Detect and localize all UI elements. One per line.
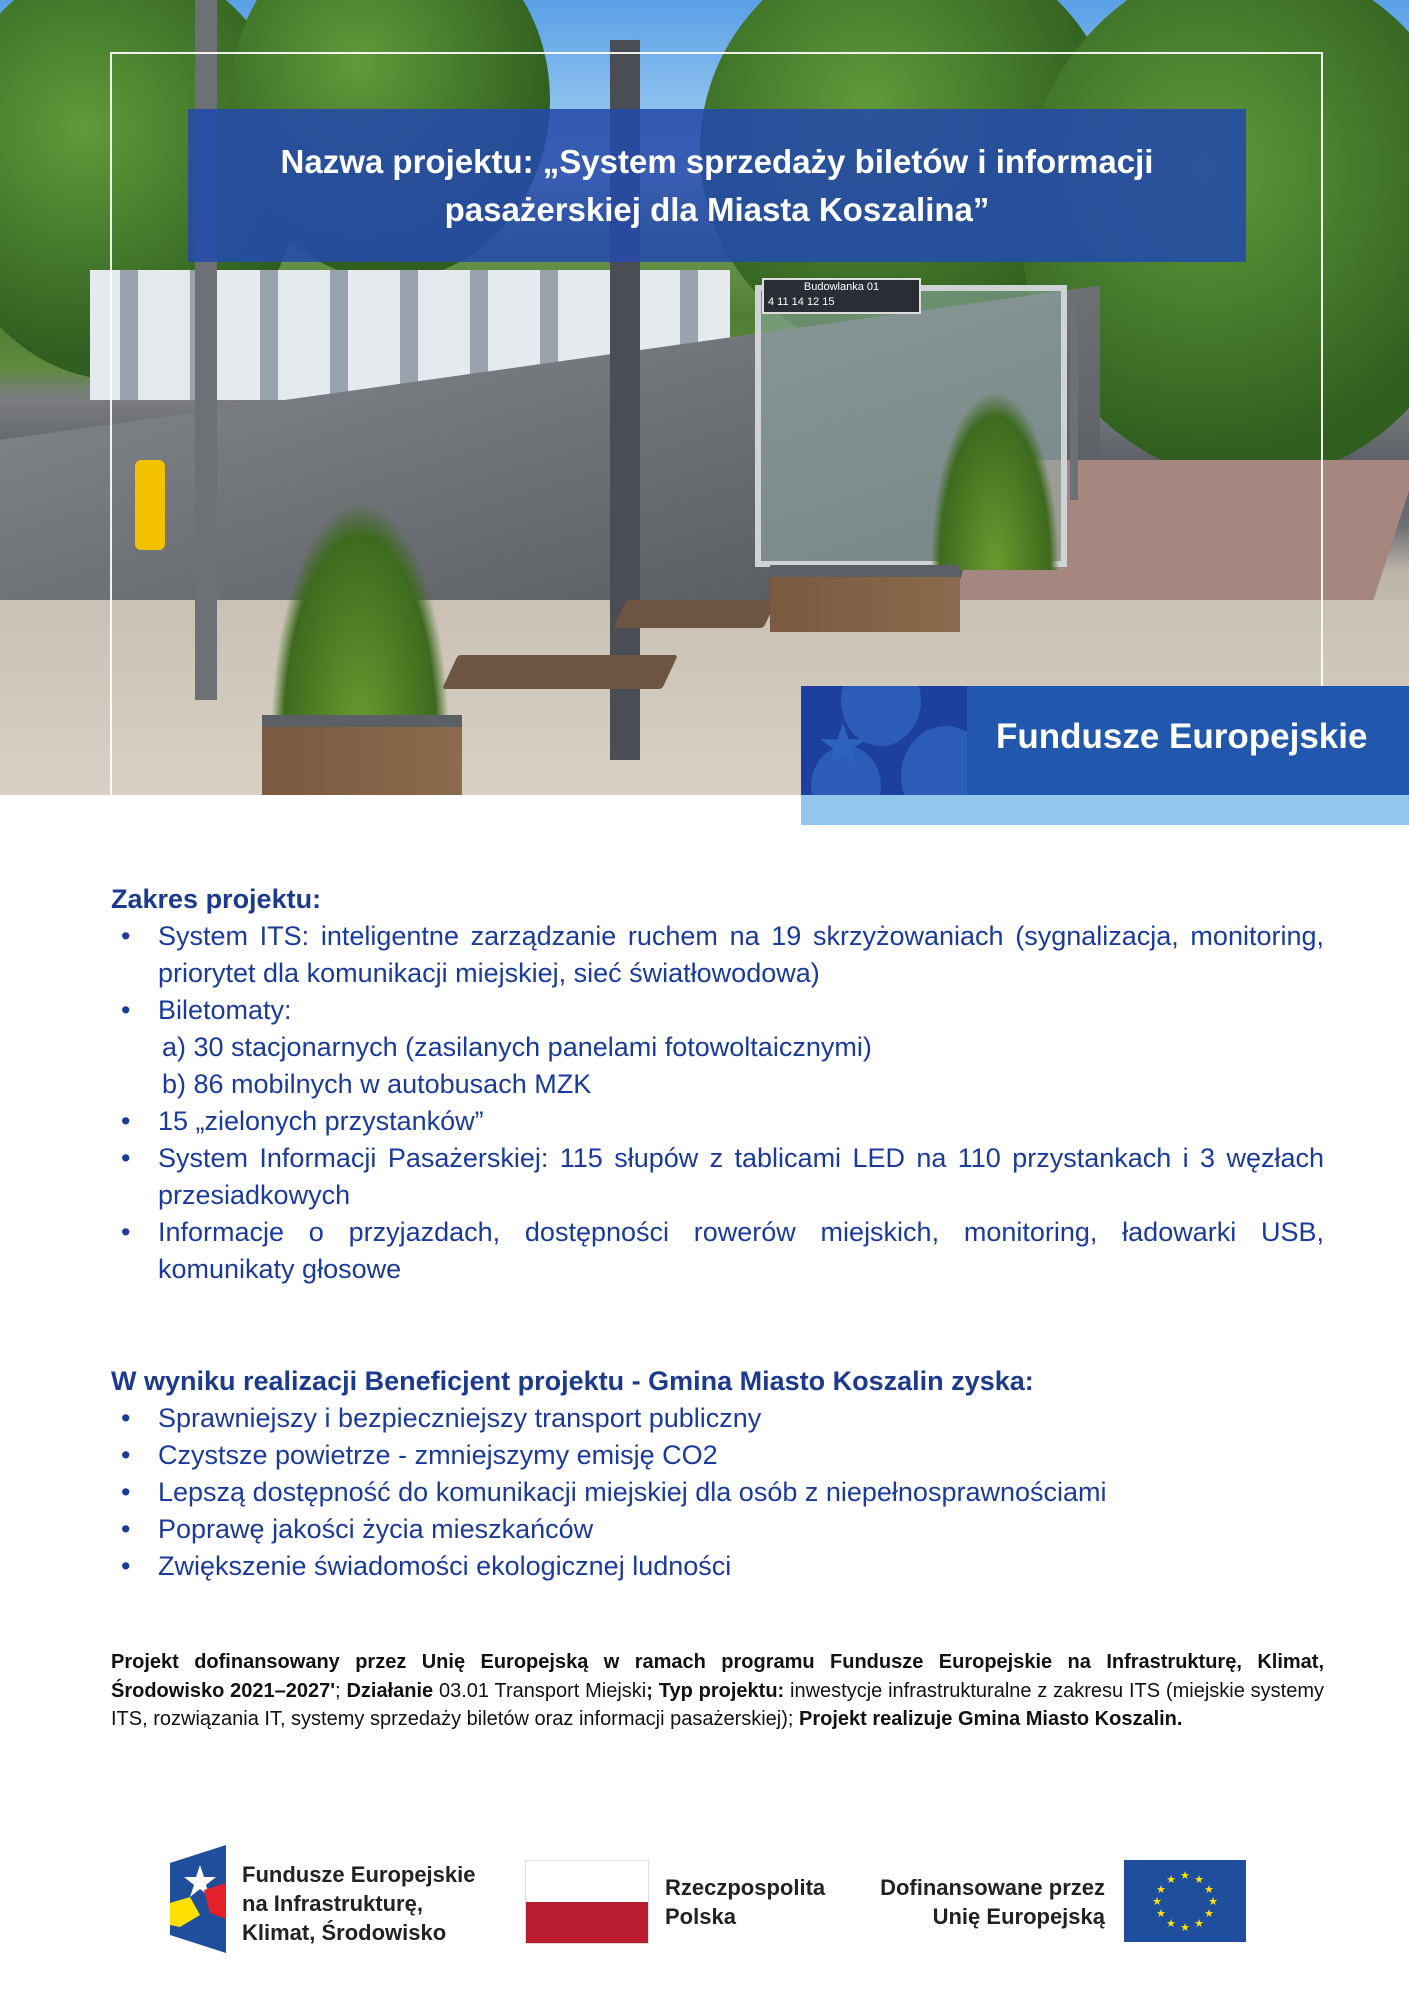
item-text: Biletomaty: — [158, 995, 292, 1025]
svg-text:★: ★ — [1156, 1883, 1166, 1896]
svg-text:★: ★ — [1152, 1895, 1162, 1908]
bullet-icon: • — [121, 1440, 131, 1470]
svg-text:★: ★ — [1166, 1917, 1176, 1930]
svg-text:★: ★ — [1204, 1883, 1214, 1896]
eu-flag-icon — [1124, 1860, 1246, 1942]
bullet-icon: • — [121, 921, 131, 951]
sub-item: b) 86 mobilnych w autobusach MZK — [162, 1069, 592, 1099]
eu-logo-text — [860, 1873, 1105, 1931]
list-item — [111, 1474, 1324, 1511]
bullet-icon: • — [121, 1477, 131, 1507]
item-text: Informacje o przyjazdach, dostępności rowerów miejskich, monitoring, ładowarki USB, komunikaty głosowe — [158, 1217, 1324, 1284]
polish-flag-icon — [525, 1860, 649, 1944]
fe-logo-icon — [170, 1845, 226, 1953]
fe-line: Klimat, Środowisko — [242, 1920, 447, 1945]
bullet-icon: • — [121, 1106, 131, 1136]
item-text: Lepszą dostępność do komunikacji miejskiej dla osób z niepełnosprawnościami — [158, 1477, 1107, 1507]
scope-section — [111, 880, 1324, 1288]
results-list — [111, 1400, 1324, 1585]
stop-name: Budowlanka 01 — [803, 281, 880, 293]
list-item — [111, 1437, 1324, 1474]
list-item — [111, 918, 1324, 992]
list-item — [111, 992, 1324, 1029]
item-text: Poprawę jakości życia mieszkańców — [158, 1514, 594, 1544]
scope-list — [111, 918, 1324, 1288]
rp-logo-text — [665, 1873, 825, 1931]
item-text: Czystsze powietrze - zmniejszymy emisję CO2 — [158, 1440, 718, 1470]
item-text: Sprawniejszy i bezpieczniejszy transport publiczny — [158, 1403, 762, 1433]
project-type-label: ; Typ projektu: — [646, 1679, 785, 1702]
bullet-icon: • — [121, 1403, 131, 1433]
project-title-box — [188, 109, 1246, 262]
sub-item: a) 30 stacjonarnych (zasilanych panelami fotowoltaicznymi) — [162, 1032, 872, 1062]
svg-text:★: ★ — [1194, 1873, 1204, 1886]
separator: ; — [335, 1679, 347, 1702]
funding-statement — [111, 1648, 1324, 1734]
fe-line: na Infrastrukturę, — [242, 1891, 423, 1916]
bullet-icon: • — [121, 1551, 131, 1581]
item-text: 15 „zielonych przystanków” — [158, 1106, 484, 1136]
scope-heading: Zakres projektu: — [111, 884, 322, 914]
fe-line: Fundusze Europejskie — [242, 1862, 476, 1887]
results-section — [111, 1362, 1324, 1585]
list-item — [111, 1103, 1324, 1140]
list-item — [111, 1214, 1324, 1288]
beneficiary: Projekt realizuje Gmina Miasto Koszalin. — [799, 1708, 1183, 1730]
project-type-value: inwestycje infrastrukturalne z zakresu ITS (miejskie systemy ITS, rozwiązania IT, systemy sprzedaży biletów oraz informacji pasażerskiej); — [111, 1679, 1324, 1730]
stars-pattern-icon: ★ — [801, 686, 967, 795]
rp-line: Polska — [665, 1904, 736, 1929]
bullet-icon: • — [121, 1143, 131, 1173]
bullet-icon: • — [121, 995, 131, 1025]
item-text: Zwiększenie świadomości ekologicznej ludności — [158, 1551, 732, 1581]
svg-text:★: ★ — [1194, 1917, 1204, 1930]
eu-line: Unię Europejską — [932, 1904, 1105, 1929]
svg-text:★: ★ — [1208, 1895, 1218, 1908]
svg-text:★: ★ — [1180, 1921, 1190, 1934]
bullet-icon: • — [121, 1217, 131, 1247]
bullet-icon: • — [121, 1514, 131, 1544]
item-text: System Informacji Pasażerskiej: 115 słupów z tablicami LED na 110 przystankach i 3 węzłach przesiadkowych — [158, 1143, 1324, 1210]
list-item — [111, 1140, 1324, 1214]
fe-logo-text — [242, 1860, 476, 1947]
action-value: 03.01 Transport Miejski — [433, 1679, 647, 1702]
action-label: Działanie — [346, 1679, 434, 1702]
banner-accent-strip — [801, 795, 1409, 825]
banner-label: Fundusze Europejskie — [996, 717, 1368, 756]
fundusze-europejskie-banner — [801, 686, 1409, 795]
svg-text:★: ★ — [1156, 1907, 1166, 1920]
project-title: Nazwa projektu: „System sprzedaży biletów i informacji pasażerskiej dla Miasta Koszalina” — [280, 142, 1154, 228]
list-item — [111, 1400, 1324, 1437]
list-item — [111, 1548, 1324, 1585]
funding-program: Projekt dofinansowany przez Unię Europejską w ramach programu Fundusze Europejskie na Infrastrukturę, Klimat, Środowisko 2021–2027' — [111, 1651, 1324, 1702]
list-item — [111, 1511, 1324, 1548]
rp-line: Rzeczpospolita — [665, 1875, 826, 1900]
svg-text:★: ★ — [1180, 1869, 1190, 1882]
eu-line: Dofinansowane przez — [880, 1875, 1105, 1900]
item-text: System ITS: inteligentne zarządzanie ruchem na 19 skrzyżowaniach (sygnalizacja, monitoring, priorytet dla komunikacji miejskiej, sieć światłowodowa) — [158, 921, 1324, 988]
logo-bar — [0, 1840, 1409, 1960]
svg-text:★: ★ — [1204, 1907, 1214, 1920]
results-heading: W wyniku realizacji Beneficjent projektu - Gmina Miasto Koszalin zyska: — [111, 1366, 1034, 1396]
svg-text:★: ★ — [1166, 1873, 1176, 1886]
stop-lines: 4 11 14 12 15 — [768, 296, 835, 308]
